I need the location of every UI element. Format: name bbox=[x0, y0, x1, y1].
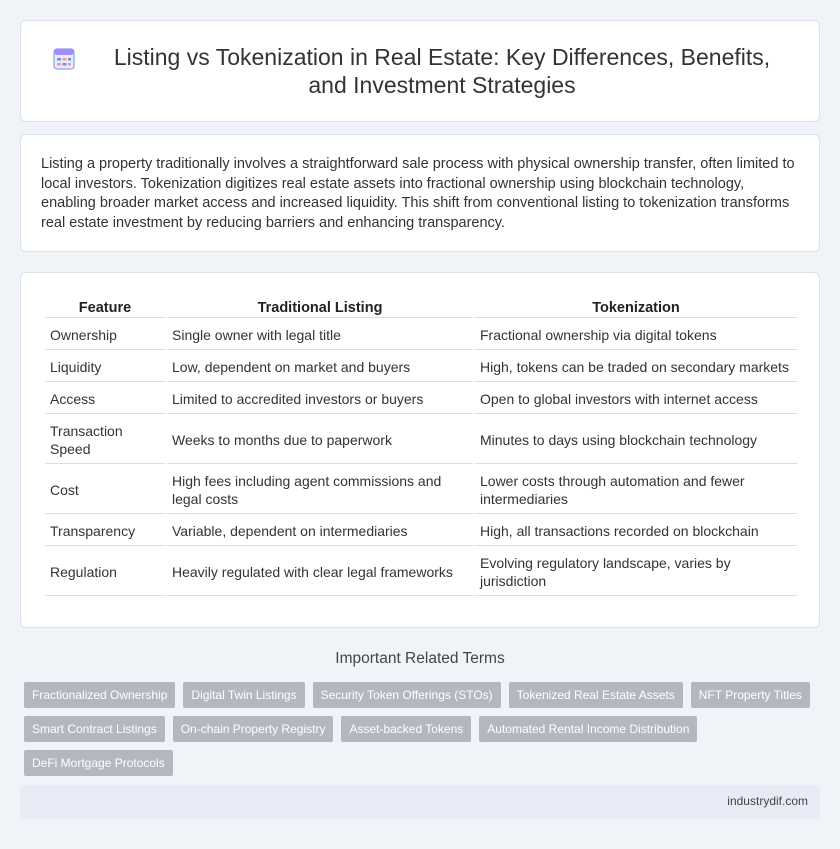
traditional-cell: Single owner with legal title bbox=[167, 320, 473, 350]
related-term-tag[interactable]: On-chain Property Registry bbox=[173, 716, 334, 742]
related-term-tag[interactable]: Tokenized Real Estate Assets bbox=[509, 682, 683, 708]
traditional-cell: High fees including agent commissions and legal costs bbox=[167, 466, 473, 514]
feature-cell: Transparency bbox=[45, 516, 165, 546]
table-row bbox=[45, 416, 797, 464]
table-icon bbox=[51, 46, 77, 72]
page-title: Listing vs Tokenization in Real Estate: Key Differences, Benefits, and Investment Strategies bbox=[113, 44, 771, 98]
table-row bbox=[45, 320, 797, 350]
comparison-table-card bbox=[20, 272, 820, 628]
table-row bbox=[45, 516, 797, 546]
traditional-cell: Weeks to months due to paperwork bbox=[167, 416, 473, 464]
tokenization-cell: Open to global investors with internet access bbox=[475, 384, 797, 414]
tokenization-cell: High, all transactions recorded on blockchain bbox=[475, 516, 797, 546]
header-traditional-listing: Traditional Listing bbox=[167, 297, 473, 318]
comparison-table bbox=[43, 295, 799, 598]
feature-cell: Access bbox=[45, 384, 165, 414]
table-header-row bbox=[45, 297, 797, 318]
intro-card bbox=[20, 134, 820, 252]
feature-cell: Liquidity bbox=[45, 352, 165, 382]
header-feature: Feature bbox=[45, 297, 165, 318]
header-tokenization: Tokenization bbox=[475, 297, 797, 318]
related-term-tag[interactable]: Automated Rental Income Distribution bbox=[479, 716, 697, 742]
tokenization-cell: Minutes to days using blockchain technology bbox=[475, 416, 797, 464]
related-terms-title: Important Related Terms bbox=[335, 650, 505, 667]
tokenization-cell: High, tokens can be traded on secondary markets bbox=[475, 352, 797, 382]
feature-cell: Cost bbox=[45, 466, 165, 514]
traditional-cell: Limited to accredited investors or buyers bbox=[167, 384, 473, 414]
related-term-tag[interactable]: Asset-backed Tokens bbox=[341, 716, 471, 742]
related-term-tag[interactable]: NFT Property Titles bbox=[691, 682, 810, 708]
traditional-cell: Heavily regulated with clear legal frameworks bbox=[167, 548, 473, 596]
header-card bbox=[20, 20, 820, 122]
traditional-cell: Variable, dependent on intermediaries bbox=[167, 516, 473, 546]
feature-cell: Transaction Speed bbox=[45, 416, 165, 464]
footer bbox=[20, 785, 820, 819]
related-term-tag[interactable]: Fractionalized Ownership bbox=[24, 682, 175, 708]
related-term-tag[interactable]: Digital Twin Listings bbox=[183, 682, 304, 708]
tokenization-cell: Lower costs through automation and fewer intermediaries bbox=[475, 466, 797, 514]
table-row bbox=[45, 384, 797, 414]
feature-cell: Ownership bbox=[45, 320, 165, 350]
related-term-tag[interactable]: Security Token Offerings (STOs) bbox=[313, 682, 501, 708]
intro-paragraph: Listing a property traditionally involves a straightforward sale process with physical ownership transfer, often limited to local investors. Tokenization digitizes real estate assets into fractional ownership using blockchain technology, enabling broader market access and increased liquidity. This shift from conventional listing to tokenization transforms real estate investment by reducing barriers and enhancing transparency. bbox=[41, 156, 795, 231]
tokenization-cell: Evolving regulatory landscape, varies by jurisdiction bbox=[475, 548, 797, 596]
tokenization-cell: Fractional ownership via digital tokens bbox=[475, 320, 797, 350]
table-row bbox=[45, 352, 797, 382]
related-terms-list bbox=[24, 682, 814, 776]
traditional-cell: Low, dependent on market and buyers bbox=[167, 352, 473, 382]
related-term-tag[interactable]: Smart Contract Listings bbox=[24, 716, 165, 742]
footer-site-link[interactable]: industrydif.com bbox=[727, 794, 808, 808]
table-row bbox=[45, 548, 797, 596]
feature-cell: Regulation bbox=[45, 548, 165, 596]
related-term-tag[interactable]: DeFi Mortgage Protocols bbox=[24, 750, 173, 776]
table-row bbox=[45, 466, 797, 514]
